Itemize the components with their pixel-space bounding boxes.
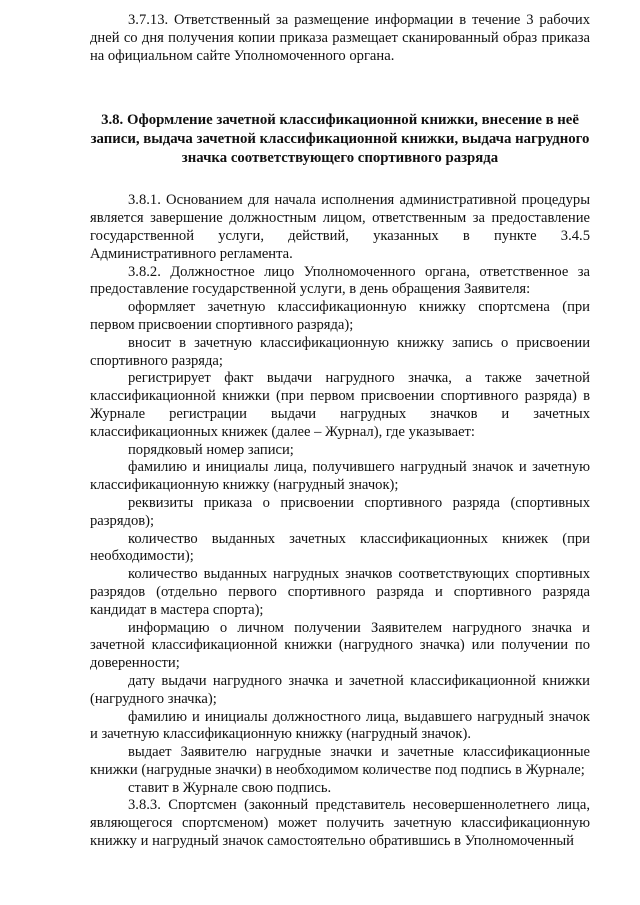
- document-page: [90, 12, 590, 851]
- list-item: вносит в зачетную классификационную книжку запись о присвоении спортивного разряда;: [90, 334, 590, 369]
- list-item: дату выдачи нагрудного значка и зачетной классификационной книжки (нагрудного значка);: [90, 672, 590, 707]
- list-item: фамилию и инициалы должностного лица, выдавшего нагрудный значок и зачетную классификационную книжку (нагрудный значок).: [90, 708, 590, 743]
- list-item: количество выданных зачетных классификационных книжек (при необходимости);: [90, 530, 590, 565]
- list-item: порядковый номер записи;: [128, 441, 294, 458]
- list-item: реквизиты приказа о присвоении спортивного разряда (спортивных разрядов);: [90, 494, 590, 529]
- list-item: регистрирует факт выдачи нагрудного значка, а также зачетной классификационной книжки (при первом присвоении спортивного разряда) в Журнале регистрации выдачи нагрудных значков и зачетных классификационных книжек (далее – Журнал), где указывает:: [90, 370, 590, 440]
- list-item: ставит в Журнале свою подпись.: [128, 779, 332, 796]
- list-item: фамилию и инициалы лица, получившего нагрудный значок и зачетную классификационную книжку (нагрудный значок);: [90, 459, 590, 494]
- paragraph-3-8-2: 3.8.2. Должностное лицо Уполномоченного органа, ответственное за предоставление государственной услуги, в день обращения Заявителя:: [90, 263, 590, 298]
- paragraph-3-8-1: 3.8.1. Основанием для начала исполнения административной процедуры является завершение должностным лицом, ответственным за предоставление государственной услуги, действий, указанных в пункте 3.4.5 Административного регламента.: [90, 192, 590, 262]
- list-item: оформляет зачетную классификационную книжку спортсмена (при первом присвоении спортивного разряда);: [90, 299, 590, 333]
- list-item: выдает Заявителю нагрудные значки и зачетные классификационные книжки (нагрудные значки) в необходимом количестве под подпись в Журнале;: [90, 744, 590, 778]
- list-item: количество выданных нагрудных значков соответствующих спортивных разрядов (отдельно первого спортивного разряда и спортивного разряда кандидат в мастера спорта);: [90, 566, 590, 618]
- list-item: информацию о личном получении Заявителем нагрудного значка и зачетной классификационной книжки (нагрудного значка) или получении по доверенности;: [90, 619, 590, 672]
- paragraph-3-7-13: 3.7.13. Ответственный за размещение информации в течение 3 рабочих дней со дня получения копии приказа размещает сканированный образ приказа на официальном сайте Уполномоченного органа.: [90, 12, 590, 64]
- section-heading: 3.8. Оформление зачетной классификационной книжки, внесение в неё записи, выдача зачетной классификационной книжки, выдача нагрудного значка соответствующего спортивного разряда: [90, 112, 590, 167]
- paragraph-3-8-3: 3.8.3. Спортсмен (законный представитель несовершеннолетнего лица, являющегося спортсменом) может получить зачетную классификационную книжку и нагрудный значок самостоятельно обратившись в Уполномоченный: [90, 797, 590, 850]
